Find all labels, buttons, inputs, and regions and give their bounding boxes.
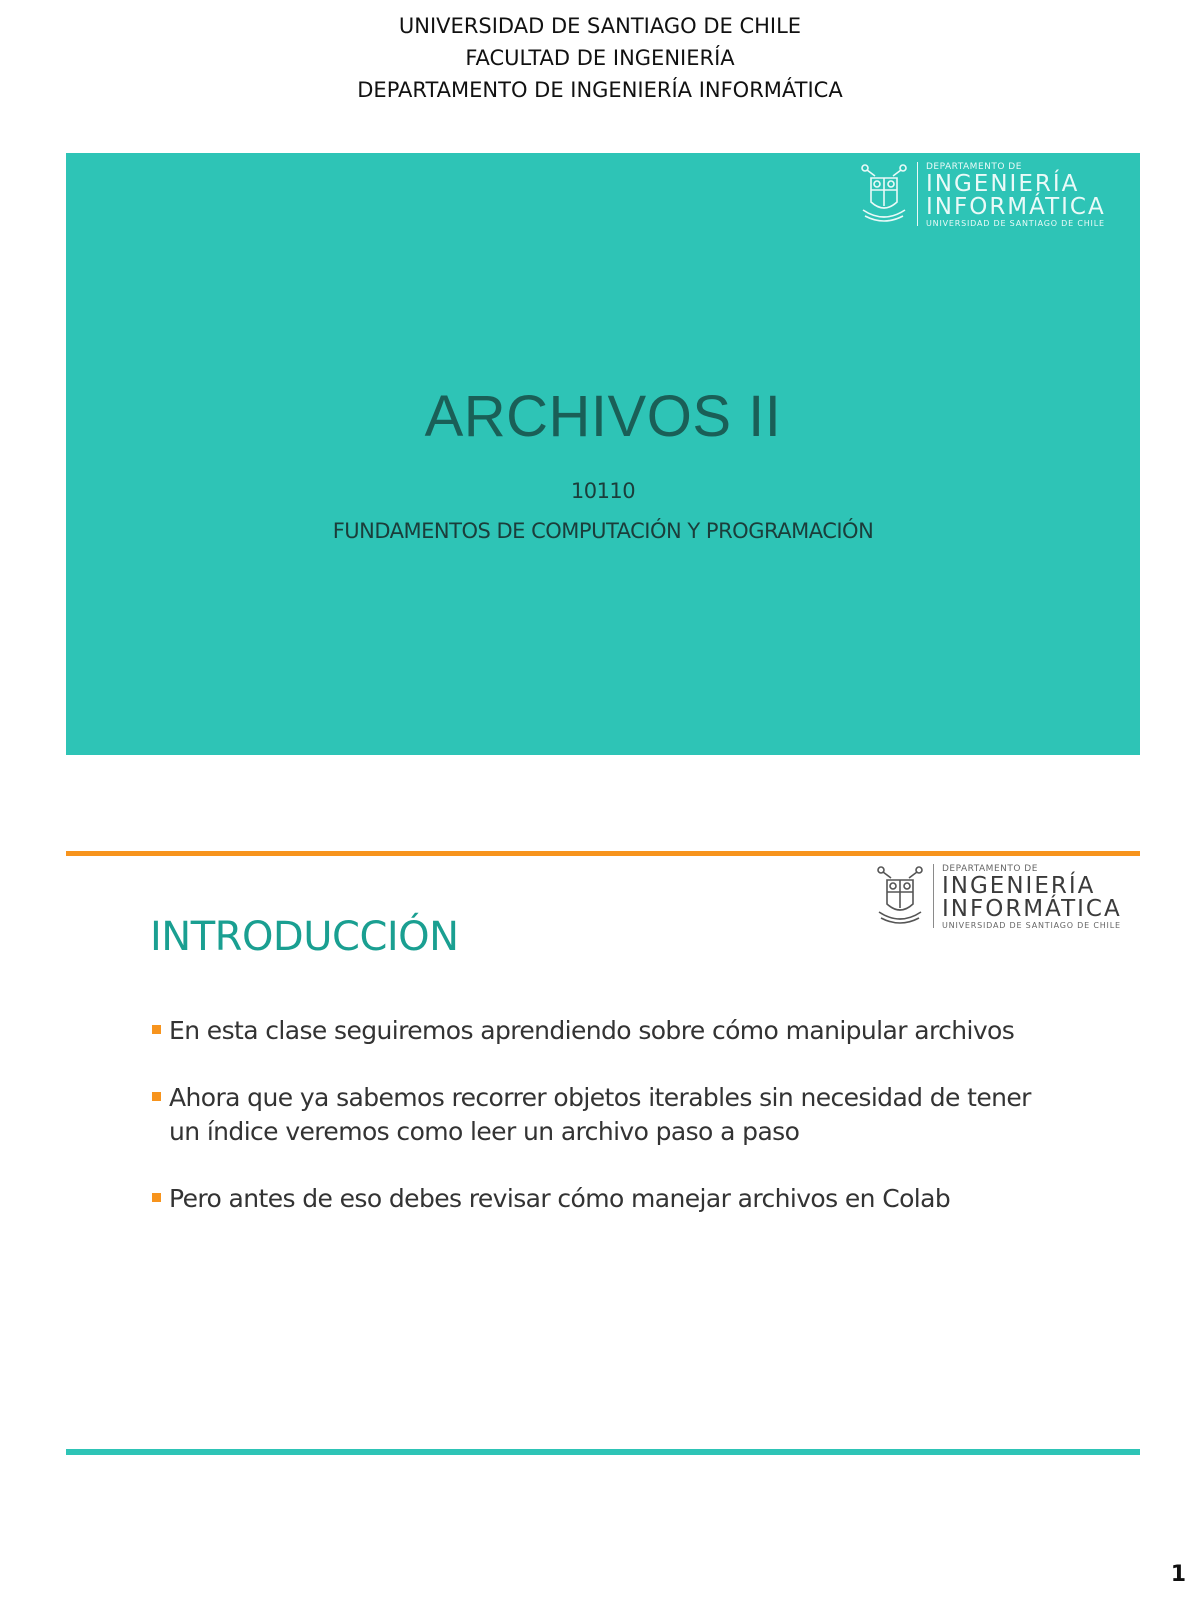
page-number: 1 — [1170, 1562, 1186, 1587]
department-logo-slide2 — [875, 864, 1122, 931]
logo-department-label: DEPARTAMENTO DE — [926, 162, 1022, 172]
course-name: FUNDAMENTOS DE COMPUTACIÓN Y PROGRAMACIÓN — [332, 519, 874, 543]
bullet-text: Pero antes de eso debes revisar cómo manejar archivos en Colab — [169, 1184, 951, 1213]
logo-divider — [917, 162, 918, 226]
logo-ingenieria: INGENIERÍA — [942, 873, 1096, 899]
bullet-list — [150, 1014, 1050, 1249]
logo-informatica: INFORMÁTICA — [942, 896, 1122, 922]
title-slide — [66, 153, 1140, 755]
section-title: INTRODUCCIÓN — [150, 914, 459, 960]
header-university: UNIVERSIDAD DE SANTIAGO DE CHILE — [398, 14, 802, 38]
bullet-item — [150, 1014, 1050, 1048]
document-header — [0, 10, 1200, 106]
bullet-text: Ahora que ya sabemos recorrer objetos iterables sin necesidad de tener un índice veremos como leer un archivo paso a paso — [169, 1083, 1031, 1146]
university-crest-icon — [859, 162, 909, 228]
bullet-text: En esta clase seguiremos aprendiendo sobre cómo manipular archivos — [169, 1016, 1015, 1045]
logo-divider — [933, 864, 934, 928]
bullet-square-icon — [152, 1092, 161, 1101]
bullet-square-icon — [152, 1025, 161, 1034]
department-logo — [859, 162, 1106, 229]
logo-informatica: INFORMÁTICA — [926, 194, 1106, 220]
university-crest-icon — [875, 864, 925, 930]
logo-ingenieria: INGENIERÍA — [926, 171, 1080, 197]
logo-university-label: UNIVERSIDAD DE SANTIAGO DE CHILE — [926, 219, 1105, 228]
slide-bottom-bar — [66, 1449, 1140, 1455]
header-department: DEPARTAMENTO DE INGENIERÍA INFORMÁTICA — [357, 78, 843, 102]
slide-title: ARCHIVOS II — [424, 384, 782, 449]
course-code: 10110 — [570, 479, 636, 503]
slide-top-bar — [66, 851, 1140, 856]
bullet-item — [150, 1081, 1050, 1149]
header-faculty: FACULTAD DE INGENIERÍA — [465, 46, 735, 70]
logo-university-label: UNIVERSIDAD DE SANTIAGO DE CHILE — [942, 921, 1121, 930]
bullet-square-icon — [152, 1193, 161, 1202]
bullet-item — [150, 1182, 1050, 1216]
logo-department-label: DEPARTAMENTO DE — [942, 864, 1038, 874]
slide-subtitle — [66, 471, 1140, 551]
